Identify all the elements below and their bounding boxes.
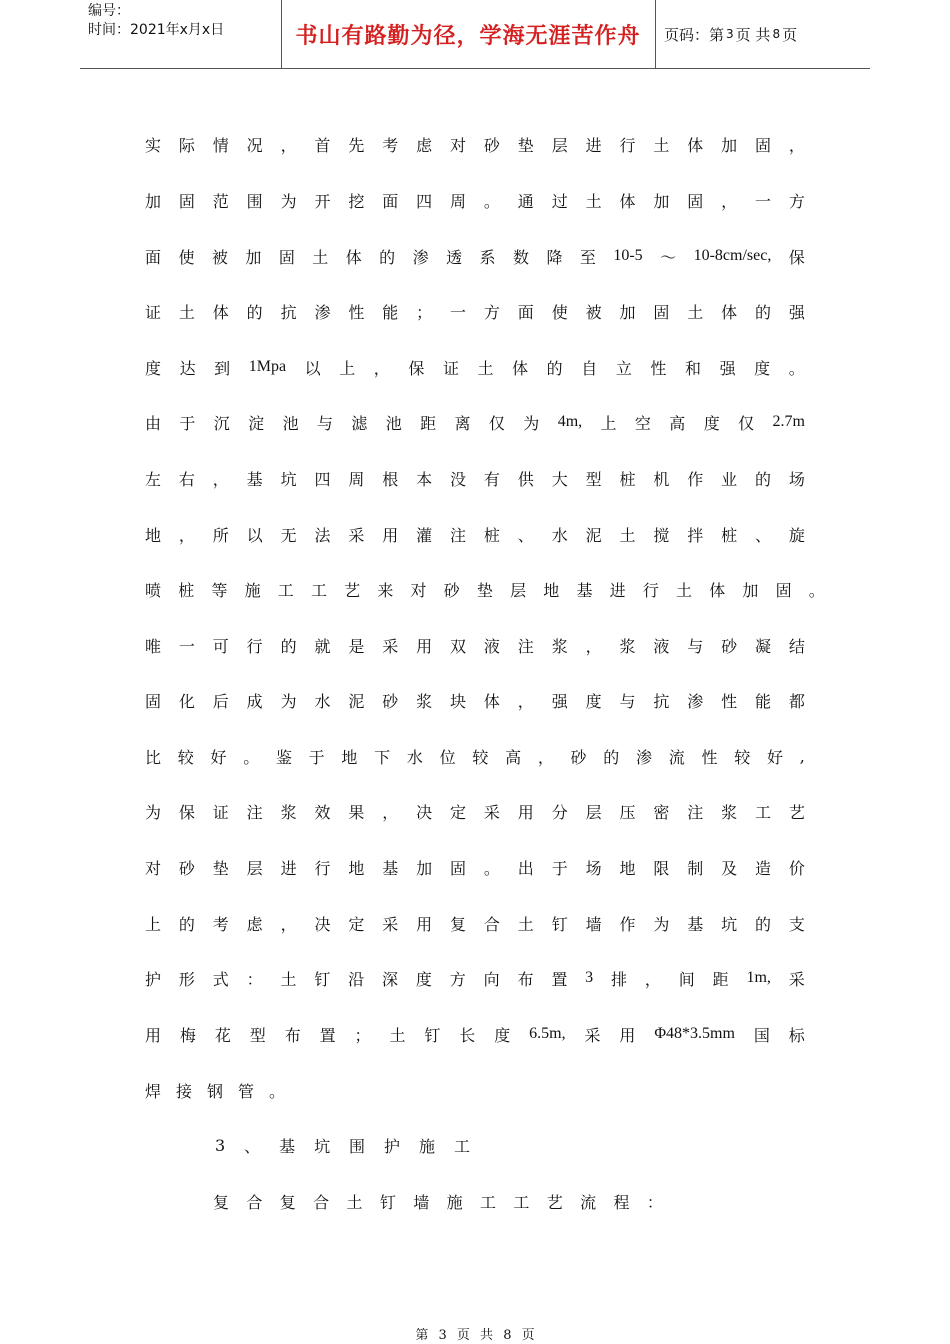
page-prefix: 页码：第 — [664, 25, 725, 44]
body-line: 证 土 体 的 抗 渗 性 能 ； 一 方 面 使 被 加 固 土 体 的 强 — [145, 302, 805, 322]
body-line: 固 化 后 成 为 水 泥 砂 浆 块 体 ， 强 度 与 抗 渗 性 能 都 — [145, 691, 805, 711]
page-footer: 第 3 页 共 8 页 — [415, 1328, 535, 1343]
body-line: 喷 桩 等 施 工 工 艺 来 对 砂 垫 层 地 基 进 行 土 体 加 固 。 — [145, 580, 825, 600]
body-line: 比 较 好 。 鉴 于 地 下 水 位 较 高 ， 砂 的 渗 流 性 较 好 , — [145, 746, 805, 767]
body-line: 由 于 沉 淀 池 与 滤 池 距 离 仅 为 4m, 上 空 高 度 仅 2.7m — [145, 413, 805, 433]
body-line: 唯 一 可 行 的 就 是 采 用 双 液 注 浆 ， 浆 液 与 砂 凝 结 — [145, 636, 805, 656]
body-line: 实 际 情 况 ， 首 先 考 虑 对 砂 垫 层 进 行 土 体 加 固 ， — [145, 135, 805, 155]
section-heading: 3 、 基 坑 围 护 施 工 — [215, 1135, 470, 1156]
body-line: 度 达 到 1Mpa 以 上 ， 保 证 土 体 的 自 立 性 和 强 度 。 — [145, 358, 805, 378]
body-line: 对 砂 垫 层 进 行 地 基 加 固 。 出 于 场 地 限 制 及 造 价 — [145, 858, 805, 878]
header-motto: 书山有路勤为径，学海无涯苦作舟 — [295, 23, 641, 49]
page-current: 3 — [726, 27, 734, 41]
body-line: 地 ， 所 以 无 法 采 用 灌 注 桩 、 水 泥 土 搅 拌 桩 、 旋 — [145, 525, 805, 545]
date-label: 时间：2021年x月x日 — [88, 22, 225, 38]
body-line: 面 使 被 加 固 土 体 的 渗 透 系 数 降 至 10-5 ～ 10-8cm/sec, 保 — [145, 247, 805, 267]
body-line: 焊 接 钢 管 。 — [145, 1081, 285, 1101]
page-total: 8 — [772, 27, 781, 41]
number-label: 编号： — [88, 3, 130, 19]
body-line: 用 梅 花 型 布 置 ； 土 钉 长 度 6.5m, 采 用 Φ48*3.5mm 国 标 — [145, 1025, 805, 1045]
page-suffix: 页 — [782, 25, 798, 44]
body-line: 护 形 式 ： 土 钉 沿 深 度 方 向 布 置 3 排 ， 间 距 1m, 采 — [145, 969, 805, 989]
body-line: 左 右 ， 基 坑 四 周 根 本 没 有 供 大 型 桩 机 作 业 的 场 — [145, 469, 805, 489]
section-subheading: 复 合 复 合 土 钉 墙 施 工 工 艺 流 程 ： — [213, 1192, 663, 1212]
body-line: 为 保 证 注 浆 效 果 ， 决 定 采 用 分 层 压 密 注 浆 工 艺 — [145, 802, 805, 822]
body-line: 上 的 考 虑 ， 决 定 采 用 复 合 土 钉 墙 作 为 基 坑 的 支 — [145, 914, 805, 934]
page-mid: 页 共 — [735, 25, 771, 44]
body-line: 加 固 范 围 为 开 挖 面 四 周 。 通 过 土 体 加 固 ， 一 方 — [145, 191, 805, 211]
